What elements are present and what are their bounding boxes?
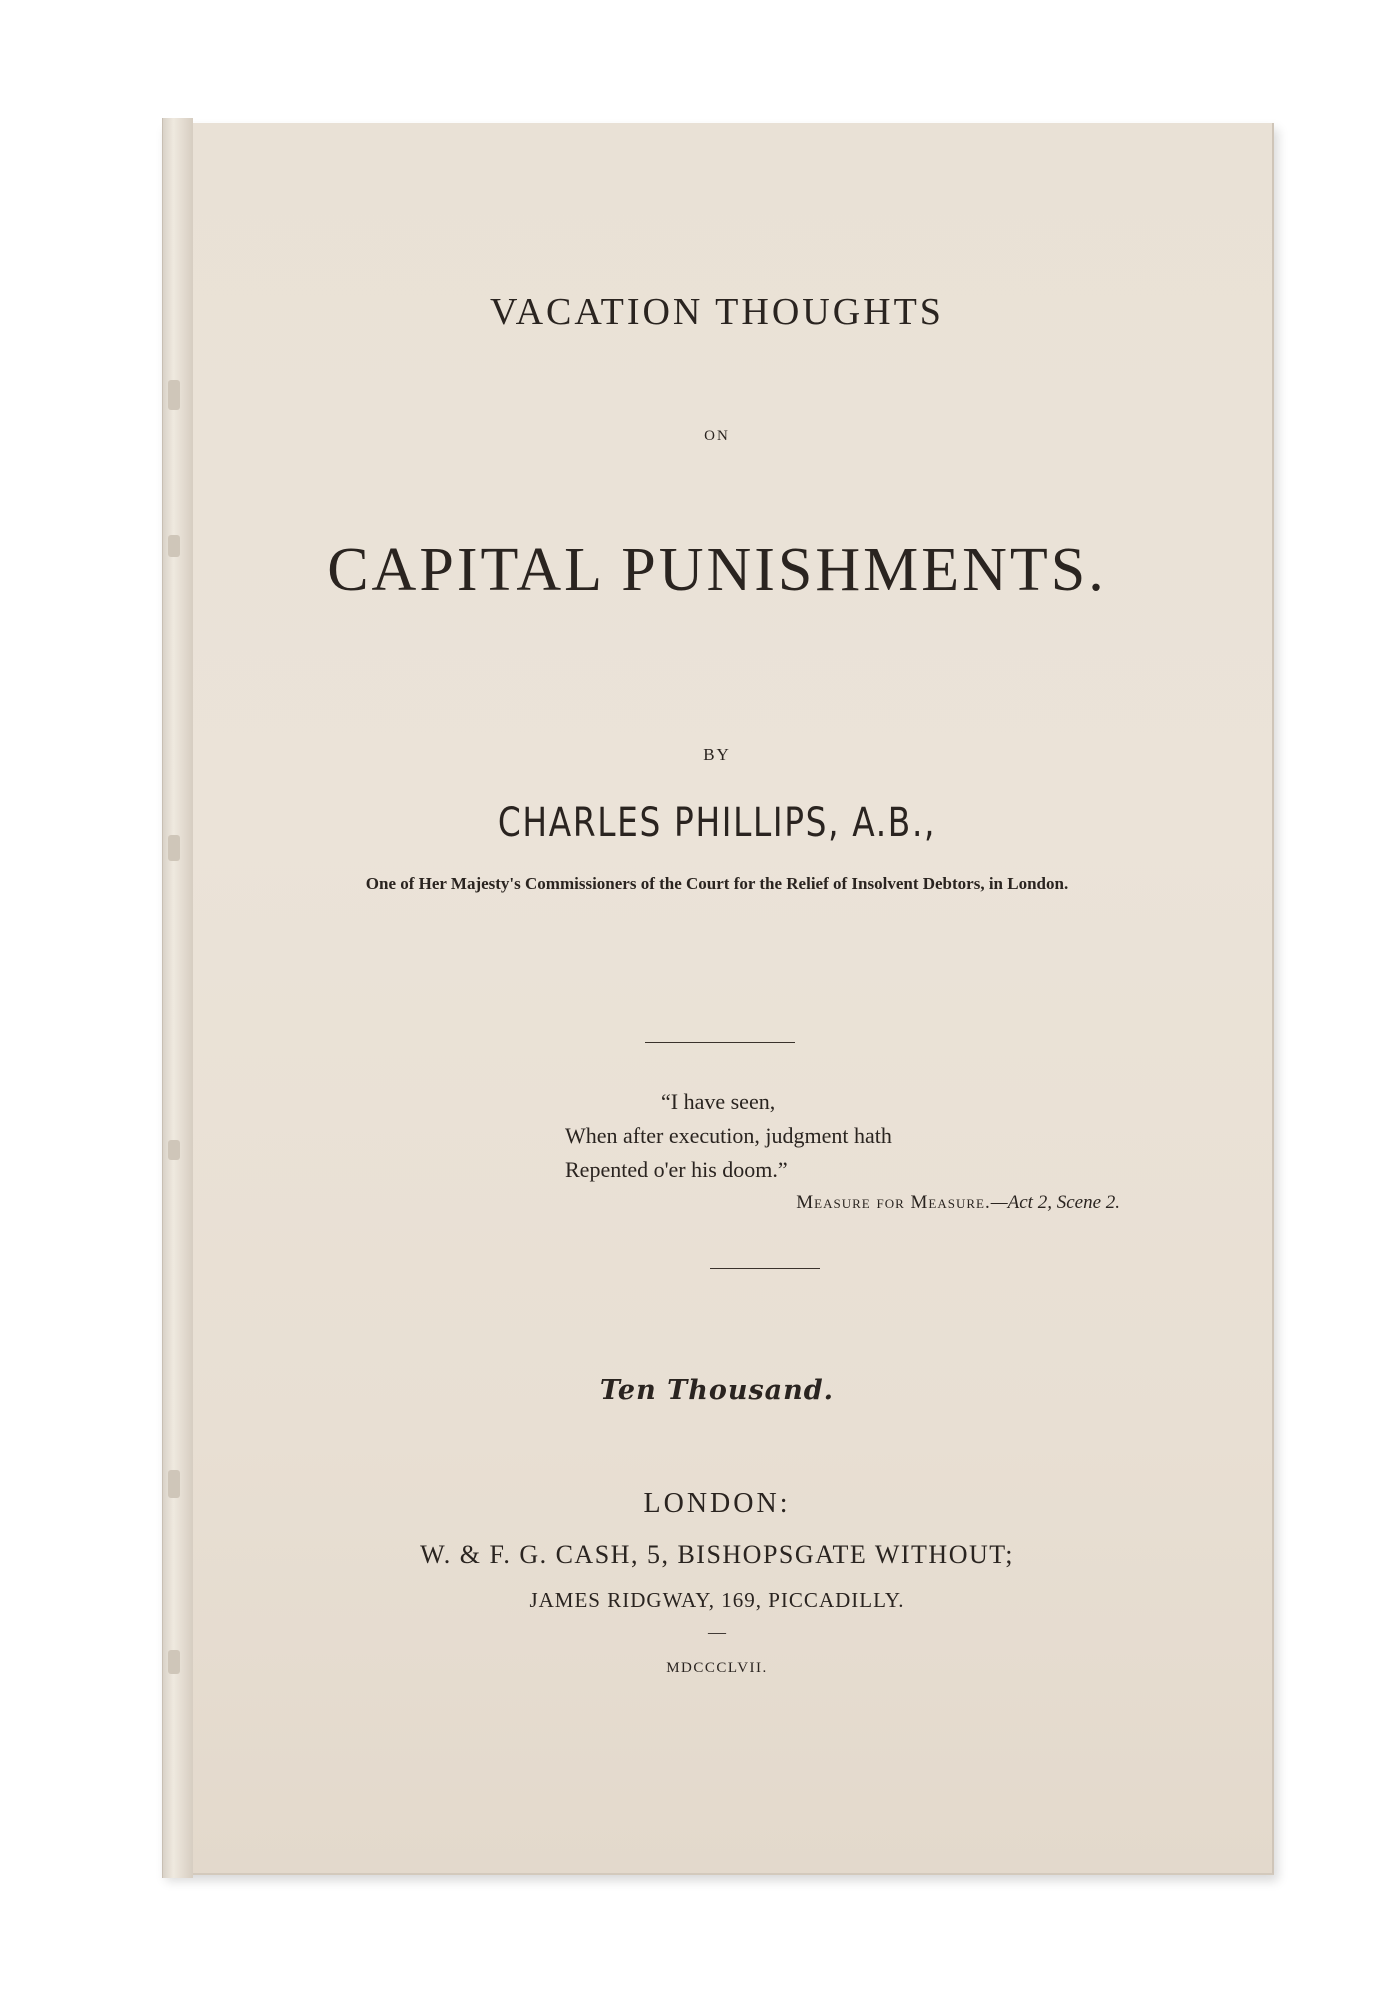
- title-connector: ON: [704, 428, 730, 444]
- epigraph-line-1: “I have seen,: [661, 1089, 776, 1114]
- title-line-1: VACATION THOUGHTS: [490, 291, 944, 333]
- spine-tear: [168, 835, 180, 861]
- epigraph-source-ref: —Act 2, Scene 2.: [990, 1192, 1120, 1213]
- divider-rule-bottom: [710, 1268, 820, 1269]
- spine-tear: [168, 1140, 180, 1160]
- imprint-publisher-1: W. & F. G. CASH, 5, BISHOPSGATE WITHOUT;: [420, 1540, 1014, 1569]
- epigraph-source: [796, 1192, 1120, 1214]
- imprint-dash: —: [708, 1622, 726, 1642]
- author-by: BY: [703, 745, 731, 764]
- imprint-city: LONDON:: [643, 1488, 791, 1519]
- epigraph-line-3: Repented o'er his doom.”: [565, 1157, 788, 1182]
- title-line-2: CAPITAL PUNISHMENTS.: [327, 536, 1107, 604]
- epigraph-line-2: When after execution, judgment hath: [565, 1123, 892, 1148]
- spine-tear: [168, 380, 180, 410]
- epigraph: [565, 1085, 892, 1187]
- imprint-publisher-2: JAMES RIDGWAY, 169, PICCADILLY.: [529, 1588, 905, 1612]
- divider-rule-top: [645, 1042, 795, 1043]
- author-office: One of Her Majesty's Commissioners of the Court for the Relief of Insolvent Debtors, in London.: [365, 874, 1069, 893]
- edition-statement: Ten Thousand.: [599, 1375, 835, 1406]
- author-name: CHARLES PHILLIPS, A.B.,: [497, 800, 937, 846]
- epigraph-source-title: Measure for Measure.: [796, 1192, 991, 1213]
- imprint-year: MDCCCLVII.: [666, 1660, 768, 1676]
